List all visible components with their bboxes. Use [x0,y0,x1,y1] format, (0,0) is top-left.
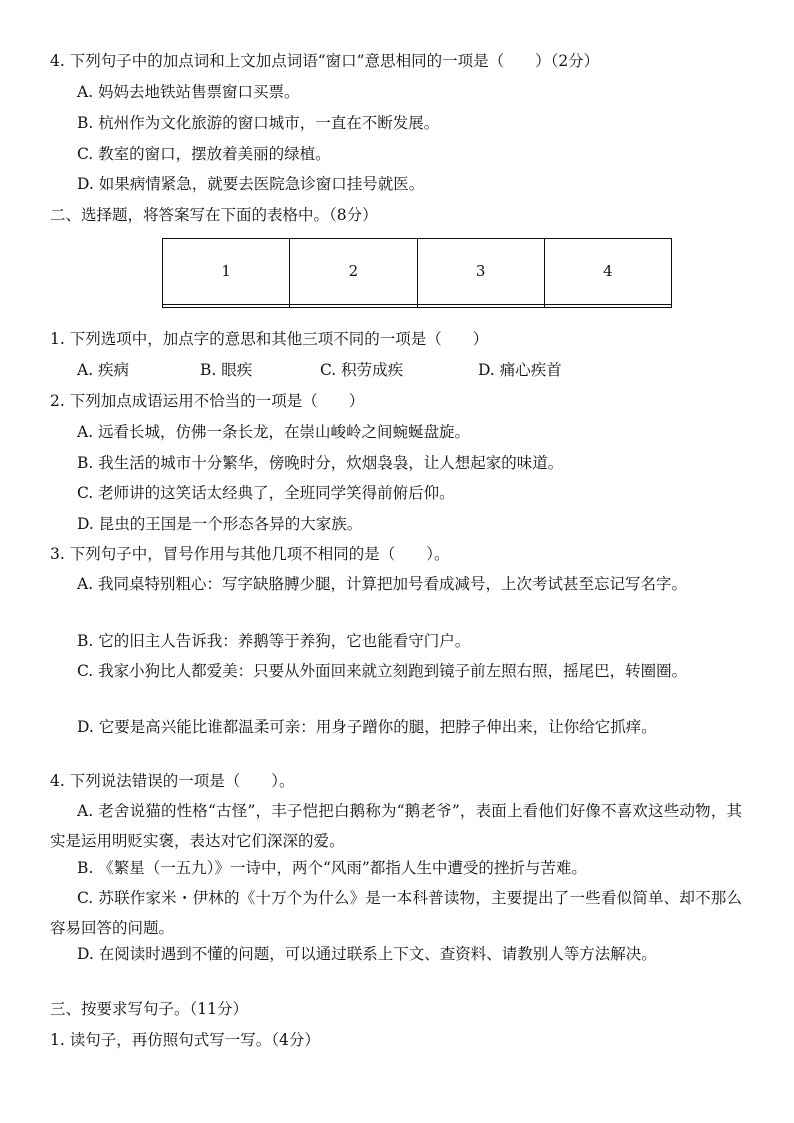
answer-cell-1[interactable] [163,304,290,307]
question-1-options [77,359,562,381]
question-3-option-d: D. 它要是高兴能比谁都温柔可亲：用身子蹭你的腿，把脖子伸出来，让你给它抓痒。 [77,718,657,736]
answer-table-header-cell: 1 [163,239,290,305]
question-1-option-c: C. 积劳成疾 [320,361,404,379]
question-2-stem: 2. 下列加点成语运用不恰当的一项是（ ） [50,392,365,410]
question-4-top-option-d: D. 如果病情紧急，就要去医院急诊窗口挂号就医。 [77,175,425,193]
question-4-option-d: D. 在阅读时遇到不懂的问题，可以通过联系上下文、查资料、请教别人等方法解决。 [77,945,657,963]
answer-table-header-cell: 2 [290,239,417,305]
question-4-top-option-b: B. 杭州作为文化旅游的窗口城市，一直在不断发展。 [77,114,440,132]
question-2-option-c: C. 老师讲的这笑话太经典了，全班同学笑得前俯后仰。 [77,484,455,502]
question-4-top-stem: 4. 下列句子中的加点词和上文加点词语“窗口”意思相同的一项是（ ）（2分） [50,52,600,70]
question-2-option-d: D. 昆虫的王国是一个形态各异的大家族。 [77,515,363,533]
question-1-stem: 1. 下列选项中，加点字的意思和其他三项不同的一项是（ ） [50,330,489,348]
question-4-option-c: C. 苏联作家米・伊林的《十万个为什么》是一本科普读物，主要提出了一些看似简单、却不那么容易回答的问题。 [50,889,742,937]
question-1-option-d: D. 痛心疾首 [478,361,562,379]
question-1-option-a: A. 疾病 [77,361,130,379]
question-2-option-a: A. 远看长城，仿佛一条长龙，在崇山峻岭之间蜿蜒盘旋。 [77,423,471,441]
answer-cell-4[interactable] [544,304,671,307]
question-4-top-option-c: C. 教室的窗口，摆放着美丽的绿植。 [77,145,331,163]
question-3-option-b: B. 它的旧主人告诉我：养鹅等于养狗，它也能看守门户。 [77,632,471,650]
section-3-question-1-stem: 1. 读句子，再仿照句式写一写。（4分） [50,1031,320,1049]
question-4-option-b: B. 《繁星（一五九）》一诗中，两个“风雨”都指人生中遭受的挫折与苦难。 [77,859,587,877]
question-4-top-option-a: A. 妈妈去地铁站售票窗口买票。 [77,83,300,101]
section-3-title: 三、按要求写句子。（11分） [50,1000,248,1018]
question-4-stem: 4. 下列说法错误的一项是（ ）。 [50,772,295,790]
question-3-stem: 3. 下列句子中，冒号作用与其他几项不相同的是（ ）。 [50,545,450,563]
section-2-title: 二、选择题，将答案写在下面的表格中。（8分） [50,206,378,224]
question-3-option-a: A. 我同桌特别粗心：写字缺胳膊少腿，计算把加号看成减号，上次考试甚至忘记写名字。 [77,575,688,593]
question-3-option-c: C. 我家小狗比人都爱美：只要从外面回来就立刻跑到镜子前左照右照，摇尾巴，转圈圈。 [77,662,688,680]
answer-table-header-cell: 4 [544,239,671,305]
answer-table-answer-row [163,304,672,307]
answer-table [162,238,672,308]
answer-table-header-cell: 3 [417,239,544,305]
question-2-option-b: B. 我生活的城市十分繁华，傍晚时分，炊烟袅袅，让人想起家的味道。 [77,454,564,472]
answer-cell-2[interactable] [290,304,417,307]
question-1-option-b: B. 眼疾 [200,361,253,379]
answer-table-header-row [163,239,672,305]
question-4-option-a: A. 老舍说猫的性格“古怪”，丰子恺把白鹅称为“鹅老爷”，表面上看他们好像不喜欢这些动物，其实是运用明贬实褒，表达对它们深深的爱。 [50,802,742,850]
answer-cell-3[interactable] [417,304,544,307]
